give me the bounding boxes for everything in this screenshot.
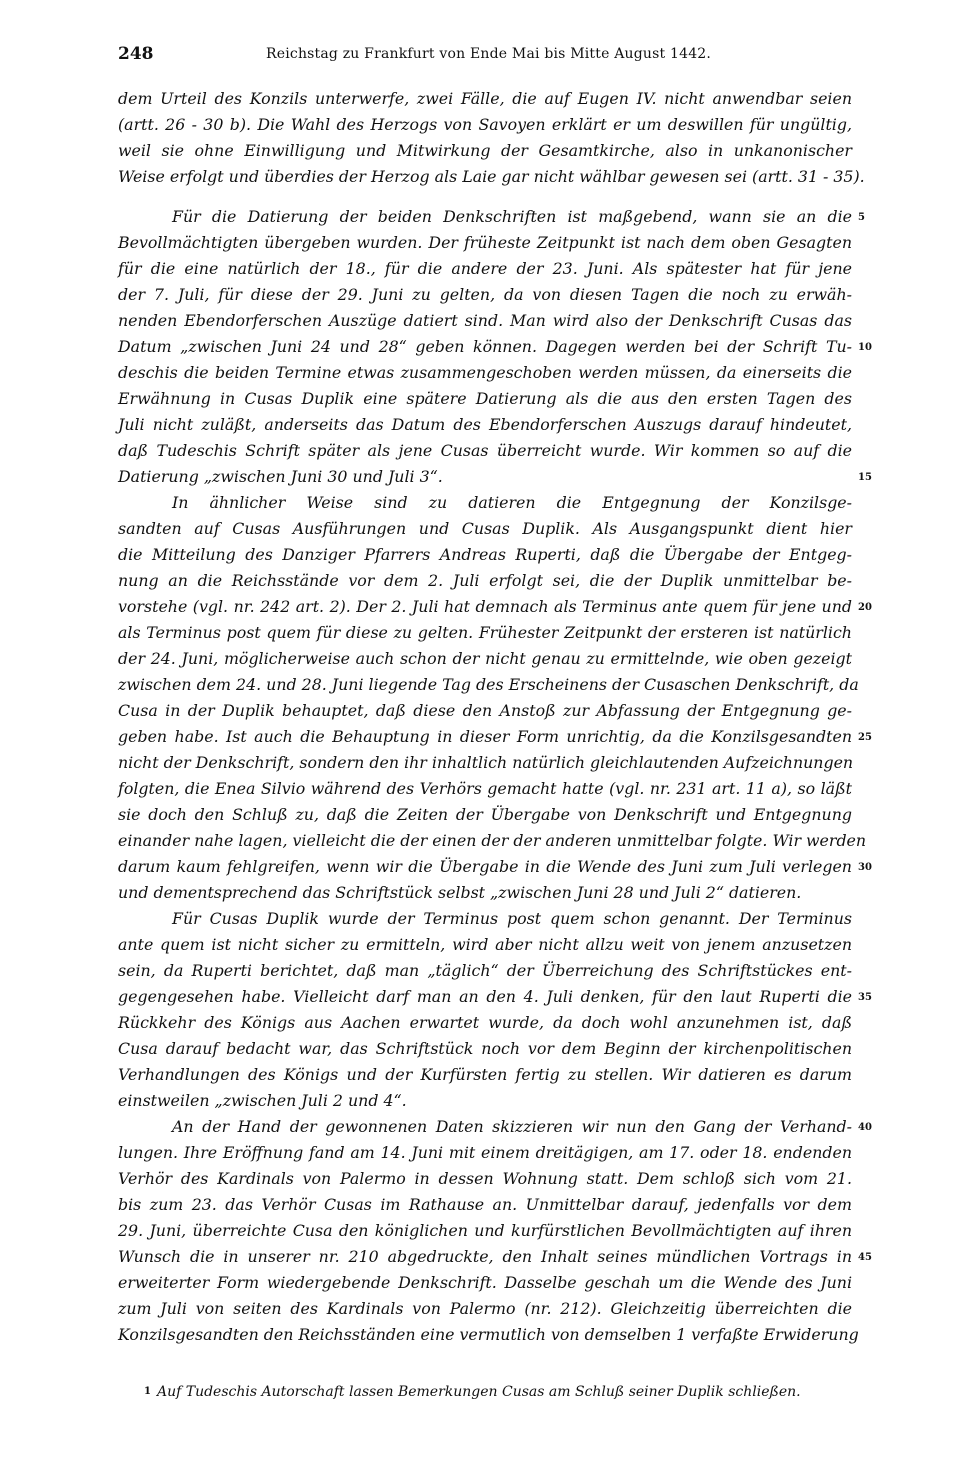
text-line: zwischen dem 24. und 28. Juni liegende Tag des Erscheinens der Cusaschen Denkschrift, da	[118, 675, 859, 694]
text-line: An der Hand der gewonnenen Daten skizzieren wir nun den Gang der Verhand-	[172, 1117, 852, 1136]
text-line: gegengesehen habe. Vielleicht darf man an den 4. Juli denken, für den laut Ruperti die	[118, 987, 852, 1006]
text-line: 29. Juni, überreichte Cusa den königlichen und kurfürstlichen Bevollmächtigten auf ihren	[118, 1221, 852, 1240]
text-line: der 24. Juni, möglicherweise auch schon der nicht genau zu ermittelnde, wie oben gezeigt	[118, 649, 852, 668]
text-line: der 7. Juli, für diese der 29. Juni zu gelten, da von diesen Tagen die noch zu erwäh-	[118, 285, 852, 304]
text-line: Verhandlungen des Königs und der Kurfürsten fertig zu stellen. Wir datieren es darum	[118, 1065, 852, 1084]
text-line: einstweilen „zwischen Juli 2 und 4“.	[118, 1091, 407, 1110]
text-line: Erwähnung in Cusas Duplik eine spätere Datierung als die aus den ersten Tagen des	[118, 389, 852, 408]
text-line: nicht der Denkschrift, sondern den ihr inhaltlich natürlich gleichlautenden Aufzeichnungen	[118, 753, 854, 772]
text-line: Rückkehr des Königs aus Aachen erwartet wurde, da doch wohl anzunehmen ist, daß	[118, 1013, 852, 1032]
text-line: bis zum 23. das Verhör Cusas im Rathause an. Unmittelbar darauf, jedenfalls vor dem	[118, 1195, 852, 1214]
line-number: 30	[858, 862, 872, 873]
running-title: Reichstag zu Frankfurt von Ende Mai bis Mitte August 1442.	[266, 46, 712, 62]
text-line: daß Tudeschis Schrift später als jene Cusas überreicht wurde. Wir kommen so auf die	[118, 441, 852, 460]
line-number: 35	[858, 992, 872, 1003]
text-line: sie doch den Schluß zu, daß die Zeiten der Übergabe von Denkschrift und Entgegnung	[118, 805, 852, 824]
text-line: erweiterter Form wiedergebende Denkschrift. Dasselbe geschah um die Wende des Juni	[118, 1273, 852, 1292]
footnote-text: Auf Tudeschis Autorschaft lassen Bemerkungen Cusas am Schluß seiner Duplik schließen.	[156, 1384, 801, 1400]
page-number: 248	[118, 44, 154, 64]
text-line: dem Urteil des Konzils unterwerfe, zwei Fälle, die auf Eugen IV. nicht anwendbar seien	[118, 89, 852, 108]
text-line: und dementsprechend das Schriftstück selbst „zwischen Juni 28 und Juli 2“ datieren.	[118, 883, 802, 902]
text-line: nenden Ebendorferschen Auszüge datiert sind. Man wird also der Denkschrift Cusas das	[118, 311, 852, 330]
text-line: Wunsch die in unserer nr. 210 abgedruckte, den Inhalt seines mündlichen Vortrags in	[118, 1247, 852, 1266]
text-line: weil sie ohne Einwilligung und Mitwirkung der Gesamtkirche, also in unkanonischer	[118, 141, 852, 160]
text-line: Für Cusas Duplik wurde der Terminus post quem schon genannt. Der Terminus	[172, 909, 852, 928]
footnote	[144, 1382, 844, 1402]
line-number: 45	[858, 1252, 872, 1263]
text-line: für die eine natürlich der 18., für die andere der 23. Juni. Als spätester hat für jene	[118, 259, 852, 278]
page-header	[118, 44, 853, 68]
text-line: lungen. Ihre Eröffnung fand am 14. Juni mit einem dreitägigen, am 17. oder 18. endenden	[118, 1143, 852, 1162]
text-line: deschis die beiden Termine etwas zusammengeschoben werden müssen, da einerseits die	[118, 363, 852, 382]
text-line: Cusa in der Duplik behauptet, daß diese den Anstoß zur Abfassung der Entgegnung ge-	[118, 701, 852, 720]
text-line: Juli nicht zuläßt, anderseits das Datum des Ebendorferschen Auszugs darauf hindeutet,	[118, 415, 852, 434]
footnote-mark: 1	[144, 1386, 151, 1397]
text-line: Datierung „zwischen Juni 30 und Juli 3“.	[118, 467, 443, 486]
text-line: zum Juli von seiten des Kardinals von Palermo (nr. 212). Gleichzeitig überreichten die	[118, 1299, 852, 1318]
line-number: 5	[858, 212, 865, 223]
text-line: sandten auf Cusas Ausführungen und Cusas Duplik. Als Ausgangspunkt dient hier	[118, 519, 852, 538]
text-line: die Mitteilung des Danziger Pfarrers Andreas Ruperti, daß die Übergabe der Entgeg-	[118, 545, 852, 564]
line-number: 25	[858, 732, 872, 743]
text-line: nung an die Reichsstände vor dem 2. Juli erfolgt sei, die der Duplik unmittelbar be-	[118, 571, 852, 590]
text-line: (artt. 26 - 30 b). Die Wahl des Herzogs von Savoyen erklärt er um deswillen für ungültig,	[118, 115, 852, 134]
text-line: als Terminus post quem für diese zu gelten. Frühester Zeitpunkt der ersteren ist natürlich	[118, 623, 852, 642]
line-number: 20	[858, 602, 872, 613]
line-number: 10	[858, 342, 872, 353]
text-line: sein, da Ruperti berichtet, daß man „täglich“ der Überreichung des Schriftstückes ent-	[118, 961, 852, 980]
line-number: 15	[858, 472, 872, 483]
text-line: vorstehe (vgl. nr. 242 art. 2). Der 2. Juli hat demnach als Terminus ante quem für jene und	[118, 597, 852, 616]
line-number: 40	[858, 1122, 872, 1133]
text-line: Konzilsgesandten den Reichsständen eine vermutlich von demselben 1 verfaßte Erwiderung	[118, 1325, 859, 1344]
text-line: Bevollmächtigten übergeben wurden. Der früheste Zeitpunkt ist nach dem oben Gesagten	[118, 233, 852, 252]
text-line: einander nahe lagen, vielleicht die der einen der der anderen unmittelbar folgte. Wir werden	[118, 831, 867, 850]
text-line: folgten, die Enea Silvio während des Verhörs gemacht hatte (vgl. nr. 231 art. 11 a), so läßt	[118, 779, 852, 798]
text-line: Weise erfolgt und überdies der Herzog als Laie gar nicht wählbar gewesen sei (artt. 31 - 35).	[118, 167, 865, 186]
text-line: darum kaum fehlgreifen, wenn wir die Übergabe in die Wende des Juni zum Juli verlegen	[118, 857, 852, 876]
text-line: Cusa darauf bedacht war, das Schriftstück noch vor dem Beginn der kirchenpolitischen	[118, 1039, 852, 1058]
text-line: ante quem ist nicht sicher zu ermitteln, wird aber nicht allzu weit von jenem anzusetzen	[118, 935, 852, 954]
text-line: geben habe. Ist auch die Behauptung in dieser Form unrichtig, da die Konzilsgesandten	[118, 727, 852, 746]
text-line: Datum „zwischen Juni 24 und 28“ geben können. Dagegen werden bei der Schrift Tu-	[118, 337, 852, 356]
text-line: Für die Datierung der beiden Denkschriften ist maßgebend, wann sie an die	[172, 207, 852, 226]
text-line: In ähnlicher Weise sind zu datieren die Entgegnung der Konzilsge-	[172, 493, 852, 512]
text-line: Verhör des Kardinals von Palermo in dessen Wohnung statt. Dem schloß sich vom 21.	[118, 1169, 852, 1188]
